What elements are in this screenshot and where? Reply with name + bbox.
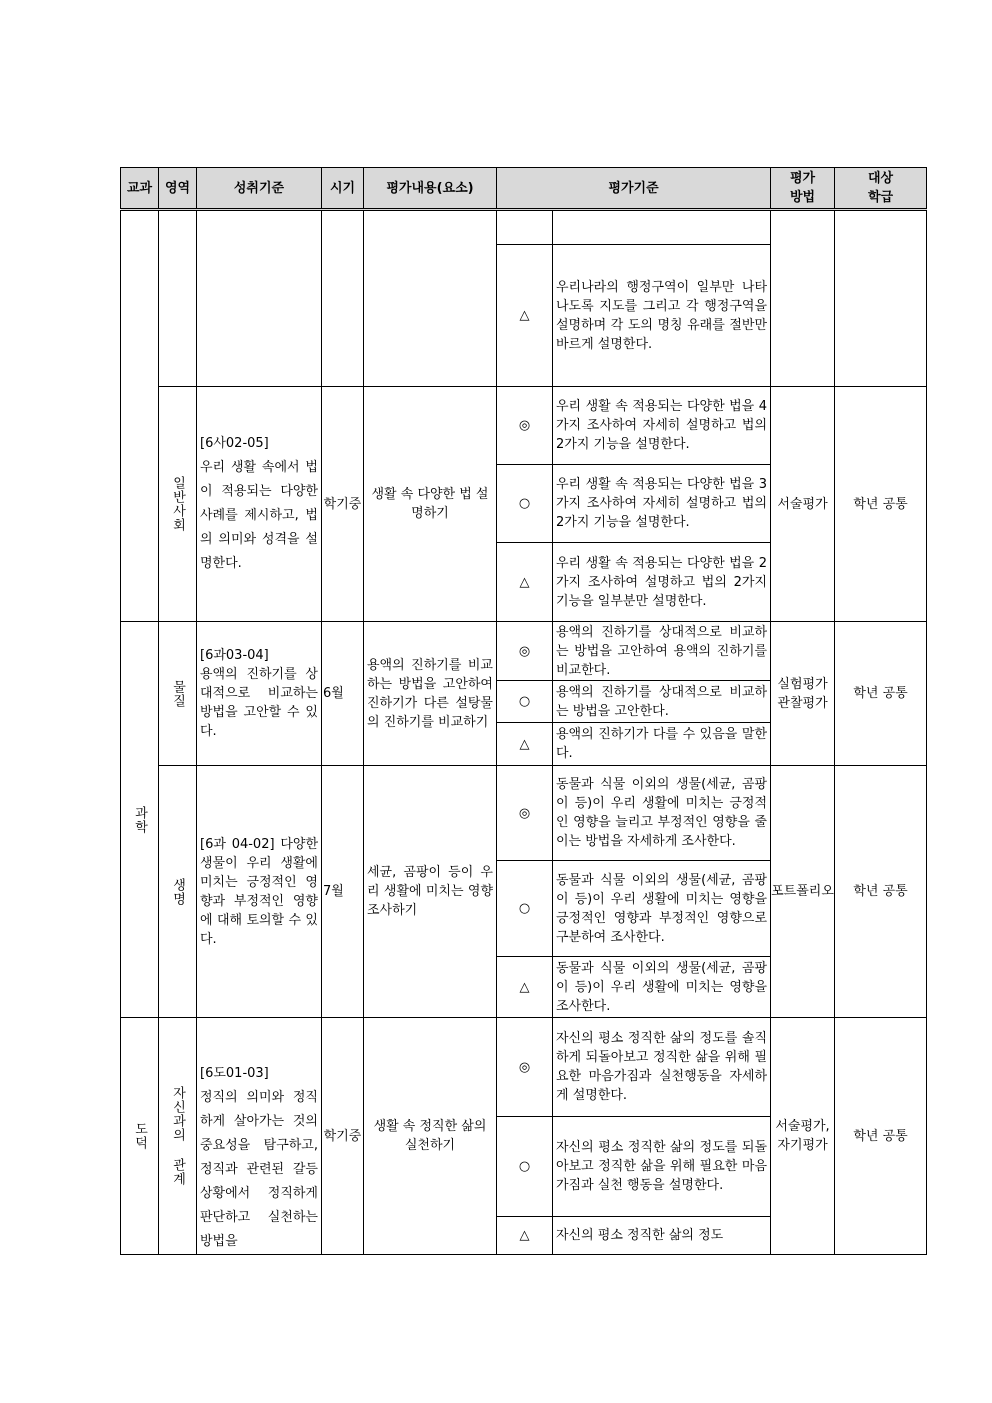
criteria-text: 자신의 평소 정직한 삶의 정도를 되돌아보고 정직한 삶을 위해 필요한 마음가짐과 실천 행동을 설명한다. bbox=[553, 1117, 771, 1217]
level-symbol: ○ bbox=[497, 465, 553, 543]
area-cell bbox=[159, 387, 197, 622]
criteria-text: 우리나라의 행정구역이 일부만 나타나도록 지도를 그리고 각 행정구역을 설명하며 각 도의 명칭 유래를 절반만 바르게 설명한다. bbox=[553, 245, 771, 387]
area-cell bbox=[159, 622, 197, 766]
social-law-row-1 bbox=[121, 387, 927, 465]
header-standard: 성취기준 bbox=[197, 168, 322, 210]
target-cell: 학년 공통 bbox=[835, 766, 927, 1018]
area-label: 생명 bbox=[170, 877, 185, 906]
timing-cell: 6월 bbox=[322, 622, 364, 766]
level-symbol: ◎ bbox=[497, 387, 553, 465]
criteria-text: 동물과 식물 이외의 생물(세균, 곰팡이 등)이 우리 생활에 미치는 긍정적인 영향을 늘리고 부정적인 영향을 줄이는 방법을 자세하게 조사한다. bbox=[553, 766, 771, 861]
science-matter-row-1 bbox=[121, 622, 927, 681]
area-cont-cell bbox=[159, 210, 197, 387]
level-symbol: ○ bbox=[497, 861, 553, 957]
method-cell: 실험평가 관찰평가 bbox=[771, 622, 835, 766]
criteria-text: 용액의 진하기를 상대적으로 비교하는 방법을 고안하여 용액의 진하기를 비교한다. bbox=[553, 622, 771, 681]
area-label: 일반사회 bbox=[170, 476, 185, 532]
level-symbol: △ bbox=[497, 957, 553, 1018]
level-symbol: △ bbox=[497, 1217, 553, 1255]
timing-cell: 학기중 bbox=[322, 1018, 364, 1255]
social-cont-row-1 bbox=[121, 210, 927, 245]
standard-cell: [6과03-04] 용액의 진하기를 상대적으로 비교하는 방법을 고안할 수 있다. bbox=[197, 622, 322, 766]
subject-label: 도덕 bbox=[132, 1122, 147, 1150]
evaluation-plan-table bbox=[120, 167, 927, 1255]
criteria-text: 자신의 평소 정직한 삶의 정도를 솔직하게 되돌아보고 정직한 삶을 위해 필요한 마음가짐과 실천행동을 자세하게 설명한다. bbox=[553, 1018, 771, 1117]
method-cont-cell bbox=[771, 210, 835, 387]
timing-cell: 학기중 bbox=[322, 387, 364, 622]
criteria-text: 용액의 진하기를 상대적으로 비교하는 방법을 고안한다. bbox=[553, 681, 771, 723]
criteria-text: 우리 생활 속 적용되는 다양한 법을 4가지 조사하여 자세히 설명하고 법의 2가지 기능을 설명한다. bbox=[553, 387, 771, 465]
target-cell: 학년 공통 bbox=[835, 1018, 927, 1255]
target-cell: 학년 공통 bbox=[835, 387, 927, 622]
criteria-text: 우리 생활 속 적용되는 다양한 법을 3가지 조사하여 자세히 설명하고 법의 2가지 기능을 설명한다. bbox=[553, 465, 771, 543]
subject-science-cell bbox=[121, 622, 159, 1018]
level-symbol: ◎ bbox=[497, 622, 553, 681]
standard-cell: [6도01-03] 정직의 의미와 정직하게 살아가는 것의 중요성을 탐구하고, 정직과 관련된 갈등 상황에서 정직하게 판단하고 실천하는 방법을 bbox=[197, 1018, 322, 1255]
criteria-text: 자신의 평소 정직한 삶의 정도 bbox=[553, 1217, 771, 1255]
content-cell: 생활 속 정직한 삶의 실천하기 bbox=[364, 1018, 497, 1255]
level-empty-symbol bbox=[497, 210, 553, 245]
header-content: 평가내용(요소) bbox=[364, 168, 497, 210]
area-label: 물질 bbox=[170, 679, 185, 708]
subject-label: 과학 bbox=[132, 805, 147, 834]
header-row bbox=[121, 168, 927, 210]
level-empty-text bbox=[553, 210, 771, 245]
timing-cell: 7월 bbox=[322, 766, 364, 1018]
level-symbol: △ bbox=[497, 543, 553, 622]
method-cell: 서술평가, 자기평가 bbox=[771, 1018, 835, 1255]
method-cell: 서술평가 bbox=[771, 387, 835, 622]
criteria-text: 용액의 진하기가 다를 수 있음을 말한다. bbox=[553, 723, 771, 766]
level-symbol: ◎ bbox=[497, 1018, 553, 1117]
method-cell: 포트폴리오 bbox=[771, 766, 835, 1018]
area-cell bbox=[159, 1018, 197, 1255]
content-cell: 생활 속 다양한 법 설명하기 bbox=[364, 387, 497, 622]
area-label: 자신과의 관계 bbox=[170, 1086, 185, 1186]
ethics-row-1 bbox=[121, 1018, 927, 1117]
level-symbol: ○ bbox=[497, 1117, 553, 1217]
target-cell: 학년 공통 bbox=[835, 622, 927, 766]
area-cell bbox=[159, 766, 197, 1018]
standard-cell: [6사02-05] 우리 생활 속에서 법이 적용되는 다양한 사례를 제시하고, 법의 의미와 성격을 설명한다. bbox=[197, 387, 322, 622]
standard-cont-cell bbox=[197, 210, 322, 387]
level-symbol: ◎ bbox=[497, 766, 553, 861]
header-subject: 교과 bbox=[121, 168, 159, 210]
header-method: 평가 방법 bbox=[771, 168, 835, 210]
level-symbol: ○ bbox=[497, 681, 553, 723]
header-criteria: 평가기준 bbox=[497, 168, 771, 210]
content-cont-cell bbox=[364, 210, 497, 387]
level-symbol: △ bbox=[497, 245, 553, 387]
criteria-text: 동물과 식물 이외의 생물(세균, 곰팡이 등)이 우리 생활에 미치는 영향을 조사한다. bbox=[553, 957, 771, 1018]
criteria-text: 우리 생활 속 적용되는 다양한 법을 2가지 조사하여 설명하고 법의 2가지 기능을 일부분만 설명한다. bbox=[553, 543, 771, 622]
subject-social-cell bbox=[121, 210, 159, 622]
standard-cell: [6과 04-02] 다양한 생물이 우리 생활에 미치는 긍정적인 영향과 부정적인 영향에 대해 토의할 수 있다. bbox=[197, 766, 322, 1018]
content-cell: 용액의 진하기를 비교하는 방법을 고안하여 진하기가 다른 설탕물의 진하기를 비교하기 bbox=[364, 622, 497, 766]
header-timing: 시기 bbox=[322, 168, 364, 210]
subject-ethics-cell bbox=[121, 1018, 159, 1255]
header-area: 영역 bbox=[159, 168, 197, 210]
header-target: 대상 학급 bbox=[835, 168, 927, 210]
level-symbol: △ bbox=[497, 723, 553, 766]
target-cont-cell bbox=[835, 210, 927, 387]
science-life-row-1 bbox=[121, 766, 927, 861]
timing-cont-cell bbox=[322, 210, 364, 387]
content-cell: 세균, 곰팡이 등이 우리 생활에 미치는 영향 조사하기 bbox=[364, 766, 497, 1018]
criteria-text: 동물과 식물 이외의 생물(세균, 곰팡이 등)이 우리 생활에 미치는 영향을 긍정적인 영향과 부정적인 영향으로 구분하여 조사한다. bbox=[553, 861, 771, 957]
